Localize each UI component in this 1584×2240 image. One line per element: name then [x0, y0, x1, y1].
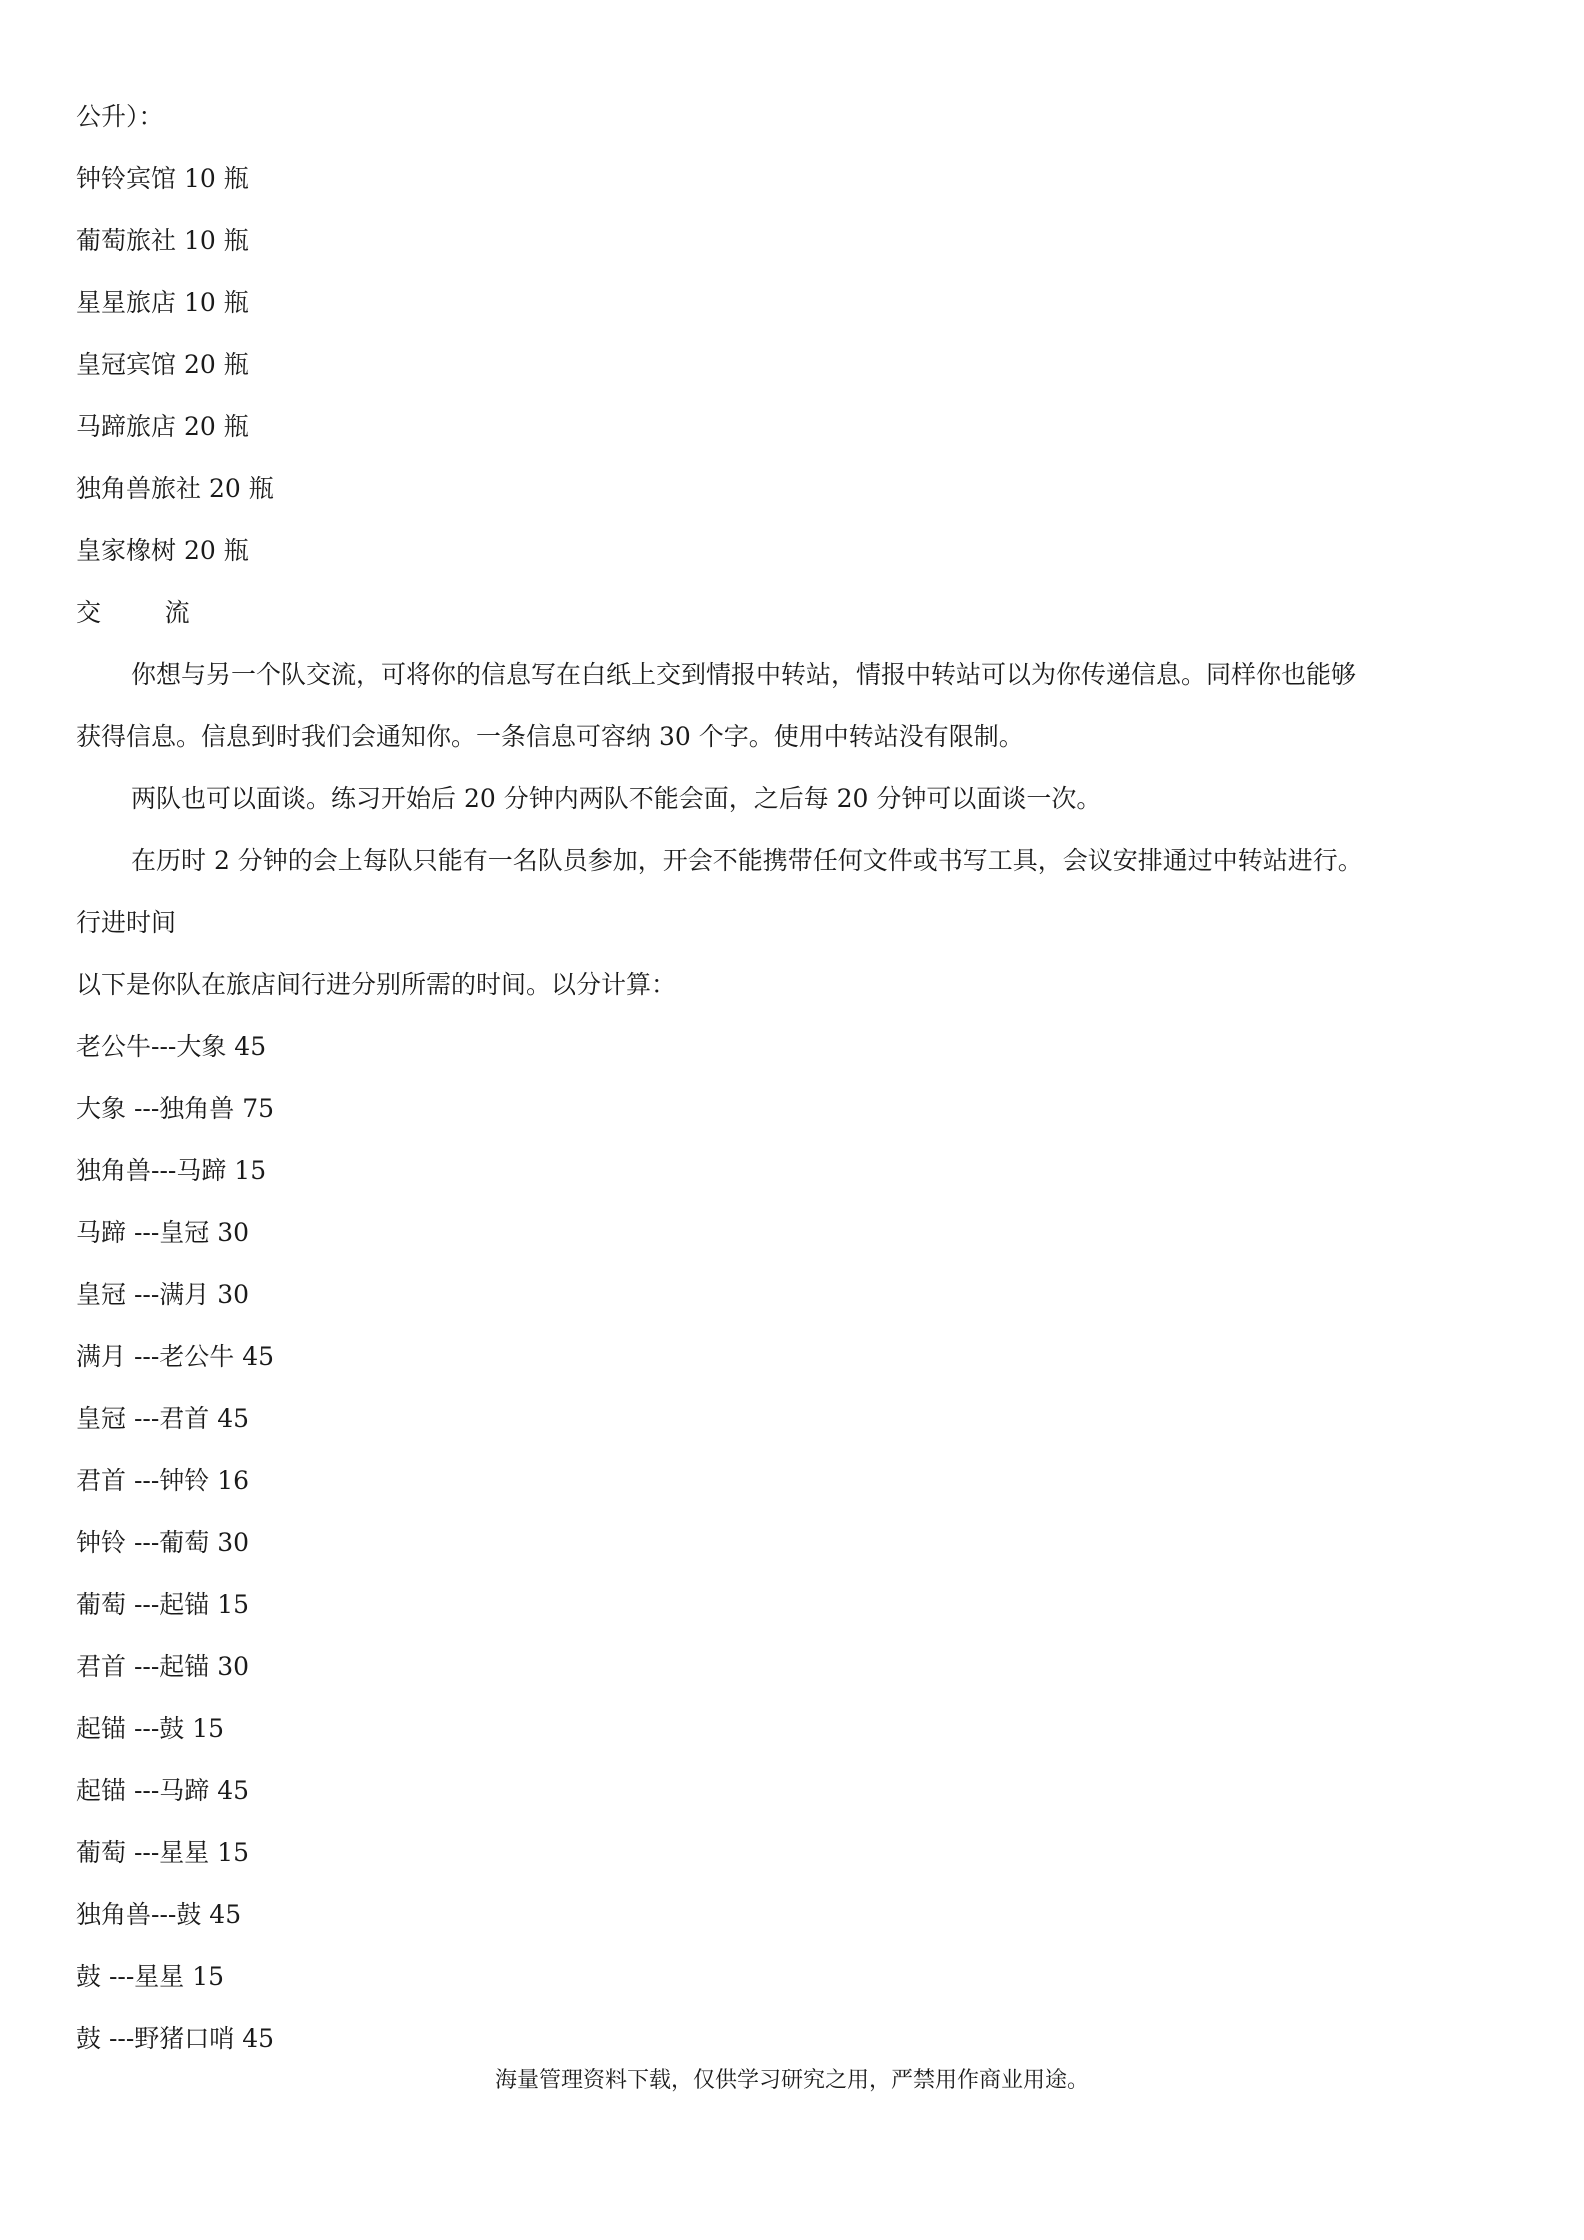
route-item: 满月 ---老公牛 45 [76, 1342, 275, 1371]
document-body [76, 86, 1516, 2070]
route-item: 独角兽---马蹄 15 [76, 1156, 267, 1185]
route-item: 鼓 ---野猪口哨 45 [76, 2024, 275, 2053]
bottle-item: 皇冠宾馆 20 瓶 [76, 350, 249, 379]
exchange-paragraph-1-line-1: 你想与另一个队交流，可将你的信息写在白纸上交到情报中转站，情报中转站可以为你传递信息。同样你也能够 [131, 660, 1357, 689]
route-item: 君首 ---钟铃 16 [76, 1466, 250, 1495]
exchange-paragraph-2: 两队也可以面谈。练习开始后 20 分钟内两队不能会面，之后每 20 分钟可以面谈一次。 [131, 784, 1102, 813]
route-item: 起锚 ---鼓 15 [76, 1714, 225, 1743]
route-item: 葡萄 ---星星 15 [76, 1838, 250, 1867]
bottle-item: 皇家橡树 20 瓶 [76, 536, 249, 565]
route-item: 鼓 ---星星 15 [76, 1962, 225, 1991]
bottle-item: 钟铃宾馆 10 瓶 [76, 164, 249, 193]
page-footer: 海量管理资料下载，仅供学习研究之用，严禁用作商业用途。 [494, 2068, 1089, 2093]
route-item: 马蹄 ---皇冠 30 [76, 1218, 250, 1247]
route-item: 皇冠 ---君首 45 [76, 1404, 250, 1433]
bottle-item: 葡萄旅社 10 瓶 [76, 226, 249, 255]
route-item: 君首 ---起锚 30 [76, 1652, 250, 1681]
exchange-paragraph-3: 在历时 2 分钟的会上每队只能有一名队员参加，开会不能携带任何文件或书写工具，会议安排通过中转站进行。 [131, 846, 1363, 875]
exchange-heading: 交 流 [76, 598, 190, 627]
route-list [76, 1016, 1516, 2070]
route-item: 独角兽---鼓 45 [76, 1900, 242, 1929]
route-item: 老公牛---大象 45 [76, 1032, 267, 1061]
exchange-paragraph-1-line-2: 获得信息。信息到时我们会通知你。一条信息可容纳 30 个字。使用中转站没有限制。 [76, 722, 1024, 751]
route-item: 钟铃 ---葡萄 30 [76, 1528, 250, 1557]
travel-heading: 行进时间 [76, 908, 177, 937]
bottle-item: 星星旅店 10 瓶 [76, 288, 249, 317]
bottle-item: 独角兽旅社 20 瓶 [76, 474, 274, 503]
route-item: 葡萄 ---起锚 15 [76, 1590, 250, 1619]
intro-fragment: 公升）： [76, 102, 164, 131]
route-item: 起锚 ---马蹄 45 [76, 1776, 250, 1805]
route-item: 大象 ---独角兽 75 [76, 1094, 275, 1123]
bottle-item: 马蹄旅店 20 瓶 [76, 412, 249, 441]
route-item: 皇冠 ---满月 30 [76, 1280, 250, 1309]
bottle-list [76, 148, 1516, 582]
travel-intro: 以下是你队在旅店间行进分别所需的时间。以分计算： [76, 970, 677, 999]
